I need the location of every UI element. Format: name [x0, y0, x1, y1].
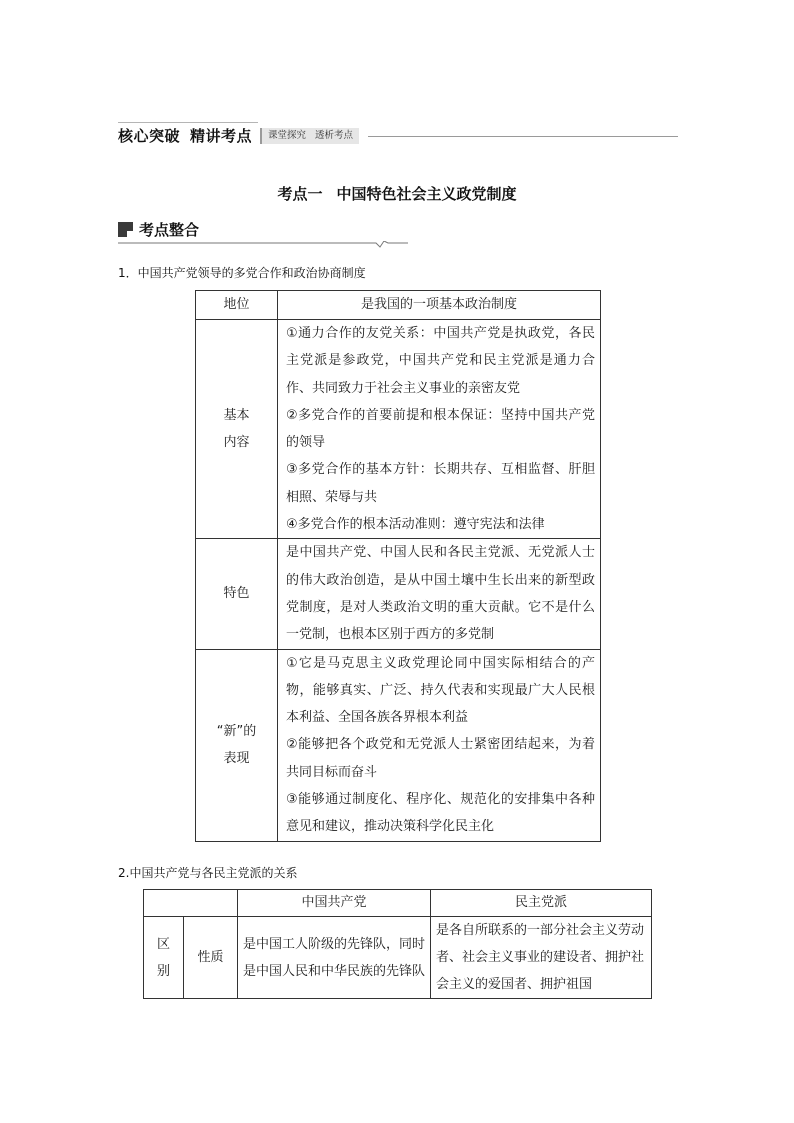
table-row [196, 291, 601, 320]
party-relation-table [143, 889, 652, 999]
banner-rule [368, 136, 678, 137]
label-line: “新”的 [216, 723, 257, 739]
item2-heading: 2.中国共产党与各民主党派的关系 [118, 866, 298, 880]
table-row [196, 320, 601, 539]
row-content-features: 是中国共产党、中国人民和各民主党派、无党派人士的伟大政治创造，是从中国土壤中生长出来的新型政党制度，是对人类政治文明的重大贡献。它不是什么一党制，也根本区别于西方的多党制 [278, 539, 601, 649]
democratic-nature-text: 是各自所联系的一部分社会主义劳动者、社会主义事业的建设者、拥护社会主义的爱国者、拥护祖国 [431, 917, 652, 999]
table-header-row [144, 890, 652, 917]
category-difference [144, 917, 184, 999]
row-label-status: 地位 [196, 291, 278, 320]
banner-sub-left: 课堂探究 [268, 130, 307, 141]
topic-title [0, 183, 794, 204]
paragraph: ①它是马克思主义政党理论同中国实际相结合的产物，能够真实、广泛、持久代表和实现最广大人民根本利益、全国各族各界根本利益 [286, 655, 595, 726]
banner-top-rule [118, 122, 258, 123]
row-content-new-manifestation [278, 649, 601, 841]
row-content-status: 是我国的一项基本政治制度 [278, 291, 601, 320]
banner-main-left: 核心突破 [118, 127, 181, 145]
table-row [196, 539, 601, 649]
header-blank-cell [144, 890, 238, 917]
banner-main-right: 精讲考点 [190, 127, 253, 145]
paragraph: ②多党合作的首要前提和根本保证：坚持中国共产党的领导 [286, 407, 595, 451]
row-label-basic-content [196, 320, 278, 539]
banner-main-title [118, 124, 252, 148]
topic-title-text: 中国特色社会主义政党制度 [336, 185, 517, 203]
table-row [196, 649, 601, 841]
table-row [144, 917, 652, 999]
topic-title-prefix: 考点一 [277, 185, 323, 203]
paragraph: ③能够通过制度化、程序化、规范化的安排集中各种意见和建议，推动决策科学化民主化 [286, 792, 595, 835]
row-content-basic-content [278, 320, 601, 539]
label-line: 内容 [223, 435, 250, 451]
paragraph: ④多党合作的根本活动准则：遵守宪法和法律 [286, 517, 545, 533]
header-cpc: 中国共产党 [238, 890, 431, 917]
category-line: 别 [156, 963, 170, 979]
section-square-icon [118, 222, 133, 237]
banner-subtitle [260, 128, 359, 144]
row-label-nature: 性质 [184, 917, 238, 999]
header-banner [118, 124, 678, 148]
banner-sub-right: 透析考点 [315, 130, 354, 141]
row-label-features: 特色 [196, 539, 278, 649]
multiparty-cooperation-table [195, 290, 601, 842]
item1-heading: 1．中国共产党领导的多党合作和政治协商制度 [118, 266, 366, 280]
row-label-new-manifestation [196, 649, 278, 841]
section-heading-label: 考点整合 [139, 221, 200, 239]
label-line: 表现 [223, 751, 250, 767]
category-line: 区 [156, 936, 170, 952]
paragraph: ②能够把各个政党和无党派人士紧密团结起来，为着共同目标而奋斗 [286, 737, 595, 780]
label-line: 基本 [223, 407, 250, 423]
header-democratic-parties: 民主党派 [431, 890, 652, 917]
paragraph: ①通力合作的友党关系：中国共产党是执政党，各民主党派是参政党，中国共产党和民主党派是通力合作、共同致力于社会主义事业的亲密友党 [286, 326, 595, 396]
paragraph: ③多党合作的基本方针：长期共存、互相监督、肝胆相照、荣辱与共 [286, 462, 595, 505]
cpc-nature-text: 是中国工人阶级的先锋队，同时是中国人民和中华民族的先锋队 [238, 917, 431, 999]
section-underline [118, 241, 408, 249]
